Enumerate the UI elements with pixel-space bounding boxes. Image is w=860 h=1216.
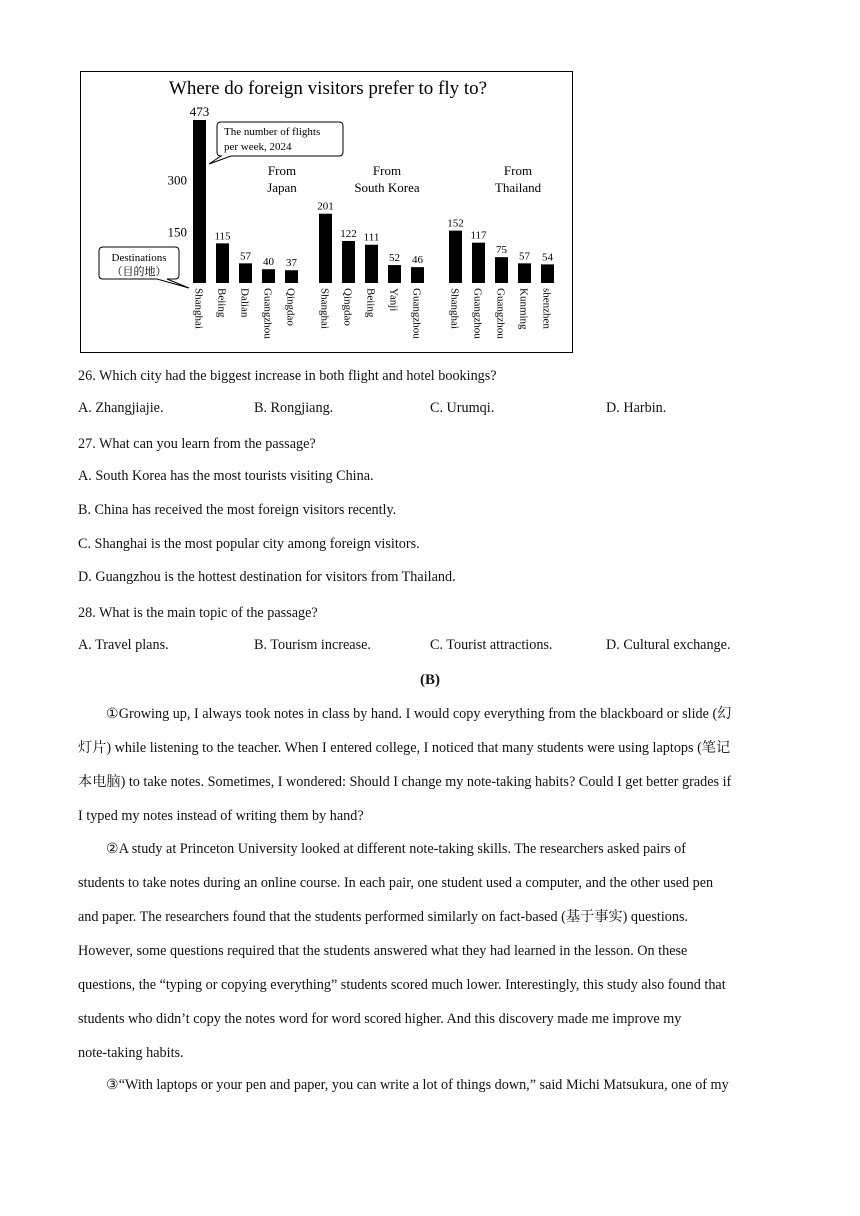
bar [472,243,485,283]
bar-value-label: 54 [542,251,553,264]
bar-value-label: 52 [389,252,400,265]
paragraph-line: students to take notes during an online course. In each pair, one student used a computer, and the other used pen [78,875,714,891]
paragraph-line: 本电脑) to take notes. Sometimes, I wondered: Should I change my note-taking habits? Could I get better grades if [78,774,732,790]
bar [388,265,401,283]
bar [541,264,554,283]
q27-option-d: D. Guangzhou is the hottest destination for visitors from Thailand. [78,569,456,585]
category-label: Shanghai [318,288,331,329]
chart-svg [81,72,574,354]
category-label: Shanghai [192,288,205,329]
flights-chart [80,71,573,353]
category-label: Guangzhou [494,288,507,339]
bar [449,231,462,283]
q28-option-a: A. Travel plans. [78,637,169,653]
question-27-stem: 27. What can you learn from the passage? [78,436,316,452]
bar-value-label: 40 [263,256,274,269]
paragraph-3 [78,1068,778,1102]
bar [342,241,355,283]
category-label: Shanghai [448,288,461,329]
bar [262,269,275,283]
q27-option-c: C. Shanghai is the most popular city among foreign visitors. [78,536,420,552]
bar [411,267,424,283]
paragraph-line: However, some questions required that the students answered what they had learned in the lesson. On these [78,943,688,959]
paragraph-line: ①Growing up, I always took notes in class by hand. I would copy everything from the blackboard or slide (幻 [106,706,732,722]
group-label: South Korea [354,180,420,195]
category-label: Dalian [238,288,251,318]
bar-value-label: 201 [317,200,334,213]
question-28-stem: 28. What is the main topic of the passage? [78,605,318,621]
destinations-callout-line1: Destinations [111,252,167,264]
bar [365,245,378,283]
paragraph-line: I typed my notes instead of writing them by hand? [78,808,364,824]
category-label: Guangzhou [471,288,484,339]
q26-option-c: C. Urumqi. [430,400,495,416]
q28-option-d: D. Cultural exchange. [606,637,731,653]
bar-value-label: 57 [519,250,530,263]
bar [193,120,206,283]
bar [285,270,298,283]
bar-value-label: 111 [363,231,380,244]
y-tick-label: 300 [167,172,187,188]
q27-option-b: B. China has received the most foreign visitors recently. [78,502,397,518]
bar [495,257,508,283]
bar [216,243,229,283]
bar-value-label: 152 [447,217,464,230]
y-tick-label: 150 [167,224,187,240]
destinations-callout [99,247,189,288]
group-label: From [503,163,533,178]
category-label: Beiing [364,288,377,318]
q26-option-a: A. Zhangjiajie. [78,400,164,416]
category-label: Beiing [215,288,228,318]
q28-option-c: C. Tourist attractions. [430,637,553,653]
bar-value-label: 75 [496,244,507,257]
bar-value-label: 46 [412,254,423,267]
paragraph-2 [78,832,778,1070]
category-label: Guangzhou [410,288,423,339]
q26-option-d: D. Harbin. [606,400,667,416]
bar-value-label: 117 [470,229,487,242]
paragraph-line: 灯片) while listening to the teacher. When I entered college, I noticed that many students were using laptops (笔记 [78,740,731,756]
bar-value-label: 473 [189,104,210,119]
section-heading: (B) [420,672,440,688]
flights-callout-line1: The number of flights [224,126,321,138]
bar-value-label: 115 [214,230,231,243]
paragraph-line: and paper. The researchers found that the students performed similarly on fact-based (基于事实) questions. [78,909,689,925]
destinations-callout-line2: （目的地） [111,266,167,278]
bar [239,263,252,283]
category-label: Yanji [387,288,400,312]
group-label: From [372,163,402,178]
bar-value-label: 57 [240,250,251,263]
group-label: From [267,163,297,178]
q28-option-b: B. Tourism increase. [254,637,371,653]
chart-title: Where do foreign visitors prefer to fly to? [168,78,488,99]
paragraph-line: ③“With laptops or your pen and paper, you can write a lot of things down,” said Michi Matsukura, one of my [106,1077,729,1093]
flights-callout [209,122,343,164]
category-label: shenzhen [540,288,553,329]
flights-callout-line2: per week, 2024 [224,141,292,153]
paragraph-line: ②A study at Princeton University looked at different note-taking skills. The researchers asked pairs of [106,841,686,857]
paragraph-1 [78,697,778,833]
paragraph-line: note-taking habits. [78,1045,184,1061]
category-label: Kunming [517,288,530,330]
group-label: Thailand [494,180,542,195]
paragraph-line: questions, the “typing or copying everything” students scored much lower. Interestingly, this study also found that [78,977,726,993]
category-label: Guangzhou [261,288,274,339]
paragraph-line: students who didn’t copy the notes word for word scored higher. And this discovery made me improve my [78,1011,682,1027]
question-26-stem: 26. Which city had the biggest increase in both flight and hotel bookings? [78,368,497,384]
bar [518,263,531,283]
bar [319,214,332,283]
q26-option-b: B. Rongjiang. [254,400,334,416]
q27-option-a: A. South Korea has the most tourists visiting China. [78,468,374,484]
category-label: Qingdao [284,288,297,326]
group-label: Japan [267,180,297,195]
bar-value-label: 37 [286,257,297,270]
bar-value-label: 122 [340,227,357,240]
category-label: Qingdao [341,288,354,326]
